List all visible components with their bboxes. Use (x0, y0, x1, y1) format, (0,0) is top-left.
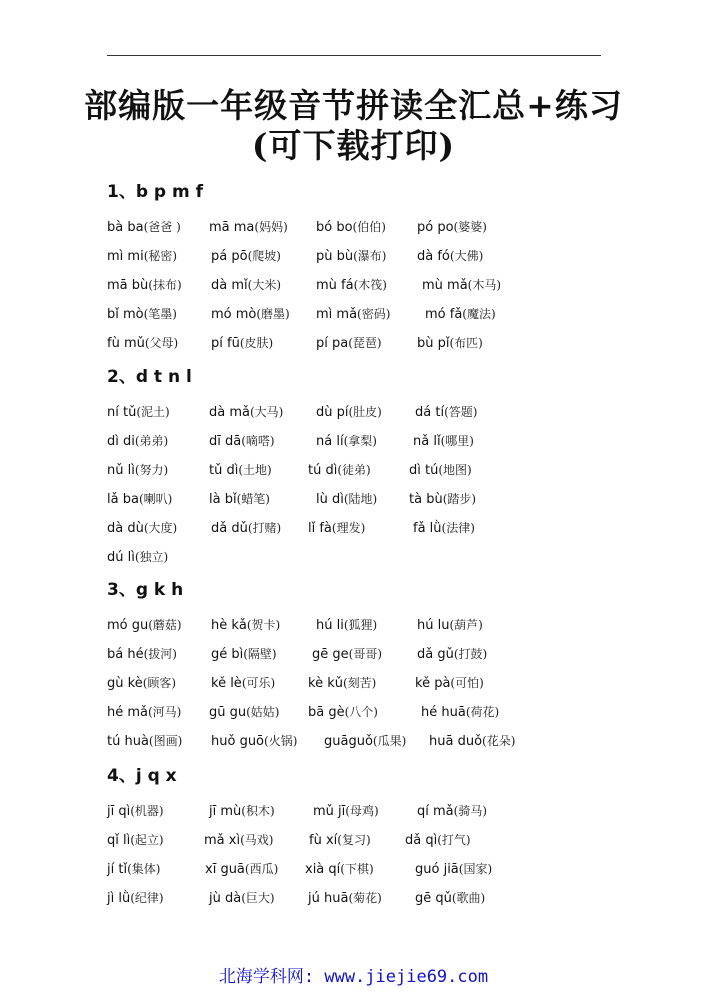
word-item (107, 856, 160, 882)
word-row (107, 243, 607, 267)
pinyin-text: bà ba (107, 220, 144, 235)
pinyin-text: dà dù (107, 521, 144, 536)
word-row (107, 827, 607, 851)
word-item (107, 670, 176, 696)
word-row (107, 612, 607, 636)
word-item (422, 272, 501, 298)
chinese-word: (嘀嗒) (241, 434, 275, 448)
chinese-word: (刻苦) (342, 676, 377, 690)
section-heading: 2、d t n l (107, 367, 192, 387)
pinyin-text: gē ge (312, 647, 349, 662)
pinyin-text: mā bù (107, 278, 149, 293)
chinese-word: (木筏) (353, 278, 387, 292)
pinyin-text: tǔ dì (209, 463, 239, 478)
word-item (417, 612, 483, 638)
page-title: 部编版一年级音节拼读全汇总+练习 (84, 86, 623, 125)
chinese-word: (哪里) (440, 434, 474, 448)
word-item (211, 670, 275, 696)
pinyin-text: jī qì (107, 804, 131, 819)
chinese-word: (哥哥) (348, 647, 383, 661)
pinyin-text: dǎ gǔ (417, 647, 454, 662)
pinyin-text: dǎ dǔ (211, 521, 248, 536)
word-row (107, 885, 607, 909)
word-item (209, 399, 283, 425)
pinyin-text: huǒ guō (211, 734, 265, 749)
word-row (107, 856, 607, 880)
word-item (316, 612, 377, 638)
word-item (211, 728, 297, 754)
pinyin-text: dú lì (107, 550, 135, 565)
pinyin-text: fù mǔ (107, 336, 145, 351)
word-row (107, 301, 607, 325)
chinese-word: (歌曲) (451, 891, 486, 905)
chinese-word: (菊花) (348, 891, 382, 905)
chinese-word: (顾客) (142, 676, 177, 690)
word-item (107, 214, 181, 240)
chinese-word: (布匹) (449, 336, 483, 350)
chinese-word: (积木) (241, 804, 275, 818)
pinyin-text: dà mǐ (211, 278, 248, 293)
footer-watermark: 北海学科网: www.jiejie69.com (218, 967, 489, 987)
word-item (209, 457, 272, 483)
pinyin-text: bǐ mò (107, 307, 144, 322)
word-item (308, 457, 371, 483)
pinyin-text: gé bì (211, 647, 244, 662)
word-item (316, 214, 386, 240)
word-item (308, 885, 382, 911)
pinyin-text: jī mù (209, 804, 242, 819)
word-item (413, 428, 474, 454)
chinese-word: (拔河) (143, 647, 177, 661)
pinyin-text: jí tǐ (107, 862, 128, 877)
word-item (417, 214, 487, 240)
word-item (211, 612, 280, 638)
pinyin-text: lǐ fà (308, 521, 332, 536)
word-item (211, 243, 281, 269)
chinese-word: (密码) (357, 307, 391, 321)
chinese-word: (机器) (130, 804, 164, 818)
pinyin-text: kě lè (211, 676, 242, 691)
chinese-word: (姑姑) (246, 705, 280, 719)
pinyin-text: xī guā (205, 862, 245, 877)
chinese-word: (妈妈) (254, 220, 288, 234)
chinese-word: (蘑菇) (148, 618, 182, 632)
word-item (107, 330, 178, 356)
pinyin-text: fù xí (309, 833, 338, 848)
pinyin-text: kè kǔ (308, 676, 343, 691)
chinese-word: (答题) (444, 405, 478, 419)
pinyin-text: lǎ ba (107, 492, 139, 507)
chinese-word: (葫芦) (449, 618, 483, 632)
word-item (107, 272, 182, 298)
pinyin-text: dì tú (409, 463, 439, 478)
word-item (107, 827, 164, 853)
chinese-word: (秘密) (143, 249, 178, 263)
pinyin-text: hé mǎ (107, 705, 148, 720)
chinese-word: (国家) (458, 862, 493, 876)
word-item (413, 515, 475, 541)
word-item (107, 486, 172, 512)
word-row (107, 399, 607, 423)
word-item (405, 827, 471, 853)
word-item (107, 428, 168, 454)
chinese-word: (爬坡) (247, 249, 281, 263)
chinese-word: (大米) (247, 278, 282, 292)
chinese-word: (泥土) (136, 405, 170, 419)
chinese-word: (磨墨) (256, 307, 290, 321)
chinese-word: (骑马) (453, 804, 488, 818)
pinyin-text: tú dì (308, 463, 338, 478)
word-item (409, 457, 472, 483)
pinyin-text: hé huā (421, 705, 466, 720)
word-item (324, 728, 406, 754)
word-row (107, 272, 607, 296)
word-item (415, 885, 485, 911)
word-item (409, 486, 476, 512)
pinyin-text: fǎ lǜ (413, 521, 442, 536)
chinese-word: (琵琶) (348, 336, 382, 350)
page-subtitle: (可下载打印) (251, 126, 456, 165)
chinese-word: (魔法) (462, 307, 496, 321)
pinyin-text: dì di (107, 434, 135, 449)
word-item (107, 699, 181, 725)
chinese-word: (母鸡) (345, 804, 379, 818)
word-item (107, 457, 168, 483)
word-item (209, 428, 275, 454)
pinyin-text: bù pǐ (417, 336, 450, 351)
pinyin-text: bā gè (308, 705, 345, 720)
word-item (312, 641, 382, 667)
pinyin-text: dǎ qì (405, 833, 438, 848)
word-item (316, 399, 382, 425)
chinese-word: (可怕) (450, 676, 484, 690)
pinyin-text: lù dì (316, 492, 344, 507)
chinese-word: (独立) (134, 550, 169, 564)
chinese-word: (贺卡) (246, 618, 281, 632)
word-item (205, 856, 278, 882)
word-item (415, 670, 484, 696)
chinese-word: (踏步) (442, 492, 477, 506)
chinese-word: (法律) (441, 521, 475, 535)
pinyin-text: hú lu (417, 618, 450, 633)
section-heading: 1、b p m f (107, 182, 204, 202)
chinese-word: (打赌) (247, 521, 282, 535)
chinese-word: (瓜果) (372, 734, 407, 748)
pinyin-text: mó gu (107, 618, 149, 633)
chinese-word: (土地) (238, 463, 272, 477)
word-row (107, 214, 607, 238)
chinese-word: (瀑布) (353, 249, 387, 263)
chinese-word: (地图) (438, 463, 472, 477)
chinese-word: (纪律) (130, 891, 164, 905)
word-row (107, 699, 607, 723)
pinyin-text: dà fó (417, 249, 450, 264)
word-item (211, 641, 277, 667)
chinese-word: (拿梨) (343, 434, 377, 448)
chinese-word: (巨大) (241, 891, 275, 905)
chinese-word: (荷花) (465, 705, 500, 719)
word-item (211, 272, 281, 298)
pinyin-text: mù mǎ (422, 278, 468, 293)
pinyin-text: xià qí (305, 862, 341, 877)
pinyin-text: jú huā (308, 891, 349, 906)
pinyin-text: mā ma (209, 220, 255, 235)
pinyin-text: pù bù (316, 249, 354, 264)
chinese-word: (喇叭) (138, 492, 173, 506)
word-item (417, 330, 483, 356)
chinese-word: (复习) (337, 833, 371, 847)
word-item (313, 798, 379, 824)
chinese-word: (西瓜) (244, 862, 279, 876)
word-row (107, 544, 607, 568)
word-item (107, 544, 168, 570)
pinyin-text: qǐ lì (107, 833, 131, 848)
chinese-word: (父母) (144, 336, 179, 350)
pinyin-text: hú li (316, 618, 344, 633)
word-item (316, 330, 382, 356)
word-item (209, 798, 275, 824)
pinyin-text: gē qǔ (415, 891, 452, 906)
chinese-word: (狐狸) (343, 618, 378, 632)
pinyin-text: tú huà (107, 734, 149, 749)
chinese-word: (火锅) (264, 734, 298, 748)
chinese-word: (皮肤) (239, 336, 274, 350)
chinese-word: (肚皮) (348, 405, 382, 419)
chinese-word: (理发) (331, 521, 366, 535)
word-item (425, 301, 496, 327)
word-row (107, 457, 607, 481)
pinyin-text: mù fá (316, 278, 354, 293)
word-item (308, 670, 376, 696)
word-row (107, 641, 607, 665)
word-item (209, 885, 275, 911)
word-row (107, 670, 607, 694)
word-item (415, 399, 477, 425)
pinyin-text: gù kè (107, 676, 143, 691)
pinyin-text: dà mǎ (209, 405, 250, 420)
pinyin-text: dù pí (316, 405, 349, 420)
chinese-word: (婆婆) (453, 220, 487, 234)
word-item (417, 243, 483, 269)
pinyin-text: pí pa (316, 336, 349, 351)
chinese-word: (八个) (344, 705, 378, 719)
word-item (107, 399, 170, 425)
word-item (316, 428, 377, 454)
chinese-word: (努力) (134, 463, 169, 477)
word-item (107, 641, 177, 667)
chinese-word: (河马) (148, 705, 182, 719)
pinyin-text: jù dà (209, 891, 242, 906)
pinyin-text: tà bù (409, 492, 443, 507)
word-row (107, 486, 607, 510)
word-item (308, 515, 365, 541)
chinese-word: (木马) (467, 278, 502, 292)
pinyin-text: kě pà (415, 676, 451, 691)
pinyin-text: qí mǎ (417, 804, 454, 819)
pinyin-text: nǔ lì (107, 463, 135, 478)
word-row (107, 798, 607, 822)
chinese-word: (大马) (249, 405, 284, 419)
chinese-word: (笔墨) (143, 307, 177, 321)
chinese-word: (起立) (130, 833, 164, 847)
word-item (107, 728, 182, 754)
pinyin-text: mì mǎ (316, 307, 358, 322)
word-item (305, 856, 374, 882)
section-heading: 4、j q x (107, 766, 177, 786)
word-item (204, 827, 273, 853)
word-item (209, 486, 270, 512)
chinese-word: (伯伯) (352, 220, 386, 234)
pinyin-text: ná lí (316, 434, 344, 449)
word-item (421, 699, 499, 725)
word-item (417, 641, 487, 667)
word-row (107, 428, 607, 452)
pinyin-text: nǎ lǐ (413, 434, 441, 449)
pinyin-text: guó jiā (415, 862, 459, 877)
word-item (107, 301, 177, 327)
word-item (417, 798, 487, 824)
word-row (107, 515, 607, 539)
pinyin-text: huā duǒ (429, 734, 483, 749)
pinyin-text: mì mi (107, 249, 144, 264)
pinyin-text: jì lǜ (107, 891, 131, 906)
pinyin-text: mǎ xì (204, 833, 241, 848)
chinese-word: (下棋) (340, 862, 374, 876)
chinese-word: (图画) (148, 734, 183, 748)
pinyin-text: pá pō (211, 249, 248, 264)
word-item (211, 301, 290, 327)
top-divider (107, 55, 601, 56)
pinyin-text: hè kǎ (211, 618, 247, 633)
word-item (107, 885, 164, 911)
chinese-word: (隔壁) (243, 647, 277, 661)
pinyin-text: bá hé (107, 647, 144, 662)
pinyin-text: mó mò (211, 307, 257, 322)
word-item (107, 612, 182, 638)
word-row (107, 728, 607, 752)
chinese-word: (马戏) (240, 833, 274, 847)
word-item (107, 243, 177, 269)
word-item (429, 728, 515, 754)
chinese-word: (抹布) (148, 278, 182, 292)
chinese-word: (爸爸 ) (143, 220, 181, 234)
pinyin-text: guāguǒ (324, 734, 373, 749)
pinyin-text: dá tí (415, 405, 445, 420)
word-item (309, 827, 371, 853)
section-heading: 3、g k h (107, 580, 184, 600)
word-item (316, 272, 387, 298)
word-item (211, 515, 281, 541)
chinese-word: (弟弟) (134, 434, 169, 448)
word-item (107, 798, 164, 824)
pinyin-text: là bǐ (209, 492, 237, 507)
chinese-word: (大佛) (449, 249, 484, 263)
chinese-word: (花朵) (482, 734, 516, 748)
word-item (316, 243, 387, 269)
chinese-word: (陆地) (343, 492, 378, 506)
chinese-word: (可乐) (241, 676, 276, 690)
word-item (107, 515, 177, 541)
word-row (107, 330, 607, 354)
word-item (316, 486, 377, 512)
word-item (209, 699, 280, 725)
pinyin-text: mó fǎ (425, 307, 463, 322)
pinyin-text: dī dā (209, 434, 242, 449)
chinese-word: (蜡笔) (236, 492, 270, 506)
word-item (415, 856, 492, 882)
pinyin-text: mǔ jī (313, 804, 346, 819)
pinyin-text: ní tǔ (107, 405, 137, 420)
chinese-word: (大度) (143, 521, 178, 535)
pinyin-text: gū gu (209, 705, 247, 720)
pinyin-text: pó po (417, 220, 454, 235)
pinyin-text: bó bo (316, 220, 353, 235)
chinese-word: (打气) (437, 833, 471, 847)
word-item (316, 301, 390, 327)
word-item (211, 330, 273, 356)
word-item (209, 214, 288, 240)
chinese-word: (集体) (127, 862, 161, 876)
pinyin-text: pí fū (211, 336, 240, 351)
word-item (308, 699, 378, 725)
chinese-word: (徒弟) (337, 463, 371, 477)
chinese-word: (打鼓) (453, 647, 488, 661)
